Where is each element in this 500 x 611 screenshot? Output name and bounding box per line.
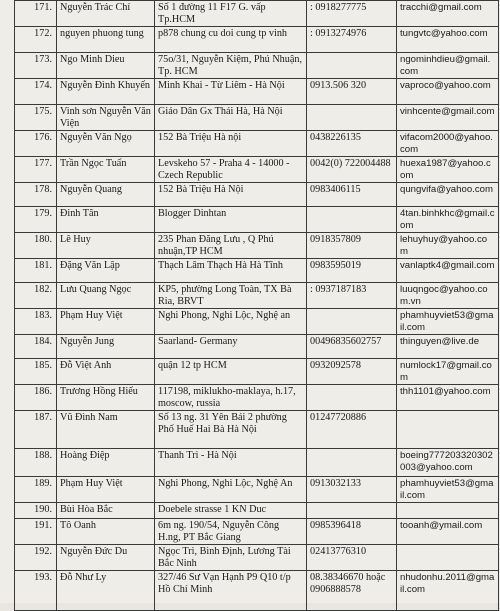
cell-phone: 0932092578 (307, 359, 397, 385)
cell-name: Nguyễn Jung (57, 335, 155, 359)
cell-address: p878 chung cu doi cung tp vinh (155, 27, 307, 53)
cell-address: Doebele strasse 1 KN Duc (155, 503, 307, 519)
cell-phone (307, 53, 397, 79)
cell-phone: : 0913274976 (307, 27, 397, 53)
cell-email: thh1101@yahoo.com (397, 385, 499, 411)
cell-no: 186. (15, 385, 57, 411)
cell-email: numlock17@gmail.com (397, 359, 499, 385)
table-row (15, 571, 499, 611)
cell-address: 235 Phan Đăng Lưu , Q Phú nhuận,TP HCM (155, 233, 307, 259)
table-row (15, 53, 499, 79)
cell-address: quận 12 tp HCM (155, 359, 307, 385)
table-row (15, 27, 499, 53)
cell-name: Đỗ Như Ly (57, 571, 155, 611)
cell-address: Ngọc Trì, Bình Định, Lương Tài Bắc Ninh (155, 545, 307, 571)
cell-phone: : 0937187183 (307, 283, 397, 309)
cell-no: 188. (15, 449, 57, 477)
cell-email: vinhcente@gmail.com (397, 105, 499, 131)
table-row (15, 503, 499, 519)
cell-address: Thanh Trì - Hà Nội (155, 449, 307, 477)
cell-name: Vinh sơn Nguyễn Văn Viện (57, 105, 155, 131)
cell-no: 175. (15, 105, 57, 131)
cell-phone: 0913032133 (307, 477, 397, 503)
cell-email (397, 411, 499, 449)
cell-phone: 0042(0) 722004488 (307, 157, 397, 183)
cell-address: Minh Khai - Từ Liêm - Hà Nội (155, 79, 307, 105)
table-row (15, 207, 499, 233)
table-row (15, 283, 499, 309)
cell-name: Lưu Quang Ngọc (57, 283, 155, 309)
cell-phone: 0983406115 (307, 183, 397, 207)
cell-address: 75o/31, Nguyễn Kiệm, Phú Nhuận, Tp. HCM (155, 53, 307, 79)
table-row (15, 79, 499, 105)
cell-address: Giáo Dân Gx Thái Hà, Hà Nội (155, 105, 307, 131)
cell-email: tracchi@gmail.com (397, 1, 499, 27)
cell-name: Vũ Đình Nam (57, 411, 155, 449)
table-row (15, 335, 499, 359)
cell-email: luuqngoc@yahoo.com.vn (397, 283, 499, 309)
cell-address: 152 Bà Triệu Hà nội (155, 131, 307, 157)
cell-phone: 01247720886 (307, 411, 397, 449)
cell-email: qungvifa@yahoo.com (397, 183, 499, 207)
cell-no: 174. (15, 79, 57, 105)
cell-no: 183. (15, 309, 57, 335)
table-row (15, 1, 499, 27)
cell-name: Trần Ngọc Tuấn (57, 157, 155, 183)
cell-phone: 02413776310 (307, 545, 397, 571)
table-row (15, 545, 499, 571)
table-row (15, 105, 499, 131)
table-row (15, 157, 499, 183)
cell-phone (307, 309, 397, 335)
cell-name: Nguyễn Đình Khuyến (57, 79, 155, 105)
cell-no: 181. (15, 259, 57, 283)
cell-name: Hoàng Điệp (57, 449, 155, 477)
cell-name: nguyen phuong tung (57, 27, 155, 53)
table-body (15, 1, 499, 611)
table-row (15, 385, 499, 411)
cell-name: Nguyễn Trác Chí (57, 1, 155, 27)
table-row (15, 233, 499, 259)
contacts-table (14, 0, 499, 611)
cell-phone: 08.38346670 hoặc 0906888578 (307, 571, 397, 611)
table-row (15, 411, 499, 449)
cell-name: Phạm Huy Việt (57, 477, 155, 503)
cell-name: Đinh Tân (57, 207, 155, 233)
cell-email: vaproco@yahoo.com (397, 79, 499, 105)
cell-no: 182. (15, 283, 57, 309)
table-row (15, 259, 499, 283)
cell-address: Số 1 đường 11 F17 G. vấp Tp.HCM (155, 1, 307, 27)
cell-no: 177. (15, 157, 57, 183)
cell-phone (307, 503, 397, 519)
cell-email: tooanh@ymail.com (397, 519, 499, 545)
cell-phone (307, 385, 397, 411)
cell-phone: 0438226135 (307, 131, 397, 157)
cell-email: thinguyen@live.de (397, 335, 499, 359)
cell-address: Levskeho 57 - Praha 4 - 14000 - Czech Republic (155, 157, 307, 183)
cell-no: 189. (15, 477, 57, 503)
cell-phone (307, 207, 397, 233)
cell-phone: 00496835602757 (307, 335, 397, 359)
cell-address: Nghi Phong, Nghi Lộc, Nghệ an (155, 309, 307, 335)
cell-no: 184. (15, 335, 57, 359)
table-row (15, 477, 499, 503)
cell-address: Saarland- Germany (155, 335, 307, 359)
cell-phone (307, 449, 397, 477)
cell-name: Ngo Minh Dieu (57, 53, 155, 79)
cell-no: 180. (15, 233, 57, 259)
cell-no: 191. (15, 519, 57, 545)
cell-no: 192. (15, 545, 57, 571)
cell-phone: : 0918277775 (307, 1, 397, 27)
cell-email (397, 503, 499, 519)
cell-phone: 0918357809 (307, 233, 397, 259)
table-row (15, 183, 499, 207)
cell-no: 173. (15, 53, 57, 79)
cell-email: vanlaptk4@gmail.com (397, 259, 499, 283)
cell-no: 179. (15, 207, 57, 233)
cell-address: Số 13 ng. 31 Yên Bái 2 phường Phố Huế Hai Bà Hà Nội (155, 411, 307, 449)
cell-phone: 0983595019 (307, 259, 397, 283)
cell-address: KP5, phường Long Toàn, TX Bà Ria, BRVT (155, 283, 307, 309)
cell-name: Nguyễn Quang (57, 183, 155, 207)
table-row (15, 309, 499, 335)
cell-phone (307, 105, 397, 131)
cell-no: 190. (15, 503, 57, 519)
cell-name: Nguyễn Đức Du (57, 545, 155, 571)
cell-no: 171. (15, 1, 57, 27)
cell-name: Phạm Huy Việt (57, 309, 155, 335)
cell-address: 6m ng. 190/54, Nguyễn Công H.ng, PT Bắc Giang (155, 519, 307, 545)
cell-address: 327/46 Sư Vạn Hạnh P9 Q10 t/p Hồ Chí Minh (155, 571, 307, 611)
cell-email: ngominhdieu@gmail.com (397, 53, 499, 79)
cell-address: Nghi Phong, Nghi Lộc, Nghệ An (155, 477, 307, 503)
cell-phone: 0985396418 (307, 519, 397, 545)
cell-no: 185. (15, 359, 57, 385)
cell-email: boeing777203320302003@yahoo.com (397, 449, 499, 477)
table-row (15, 449, 499, 477)
cell-email: tungvtc@yahoo.com (397, 27, 499, 53)
cell-address: 117198, miklukho-maklaya, h.17, moscow, russia (155, 385, 307, 411)
cell-no: 187. (15, 411, 57, 449)
cell-email: phamhuyviet53@gmail.com (397, 477, 499, 503)
cell-address: Blogger Dinhtan (155, 207, 307, 233)
cell-name: Bùi Hòa Bắc (57, 503, 155, 519)
cell-no: 193. (15, 571, 57, 611)
table-row (15, 359, 499, 385)
cell-name: Đặng Văn Lập (57, 259, 155, 283)
cell-name: Trương Hồng Hiếu (57, 385, 155, 411)
cell-no: 176. (15, 131, 57, 157)
cell-no: 172. (15, 27, 57, 53)
cell-email: vifacom2000@yahoo.com (397, 131, 499, 157)
cell-email: 4tan.binhkhc@gmail.com (397, 207, 499, 233)
cell-email: huexa1987@yahoo.com (397, 157, 499, 183)
cell-no: 178. (15, 183, 57, 207)
table-row (15, 131, 499, 157)
cell-address: 152 Bà Triệu Hà Nội (155, 183, 307, 207)
cell-name: Nguyễn Văn Ngọ (57, 131, 155, 157)
cell-email: nhudonhu.2011@gmail.com (397, 571, 499, 611)
cell-name: Tô Oanh (57, 519, 155, 545)
cell-address: Thạch Lâm Thạch Hà Hà Tĩnh (155, 259, 307, 283)
cell-phone: 0913.506 320 (307, 79, 397, 105)
cell-email (397, 545, 499, 571)
cell-name: Đỗ Việt Anh (57, 359, 155, 385)
table-row (15, 519, 499, 545)
cell-name: Lê Huy (57, 233, 155, 259)
cell-email: lehuyhuy@yahoo.com (397, 233, 499, 259)
cell-email: phamhuyviet53@gmail.com (397, 309, 499, 335)
